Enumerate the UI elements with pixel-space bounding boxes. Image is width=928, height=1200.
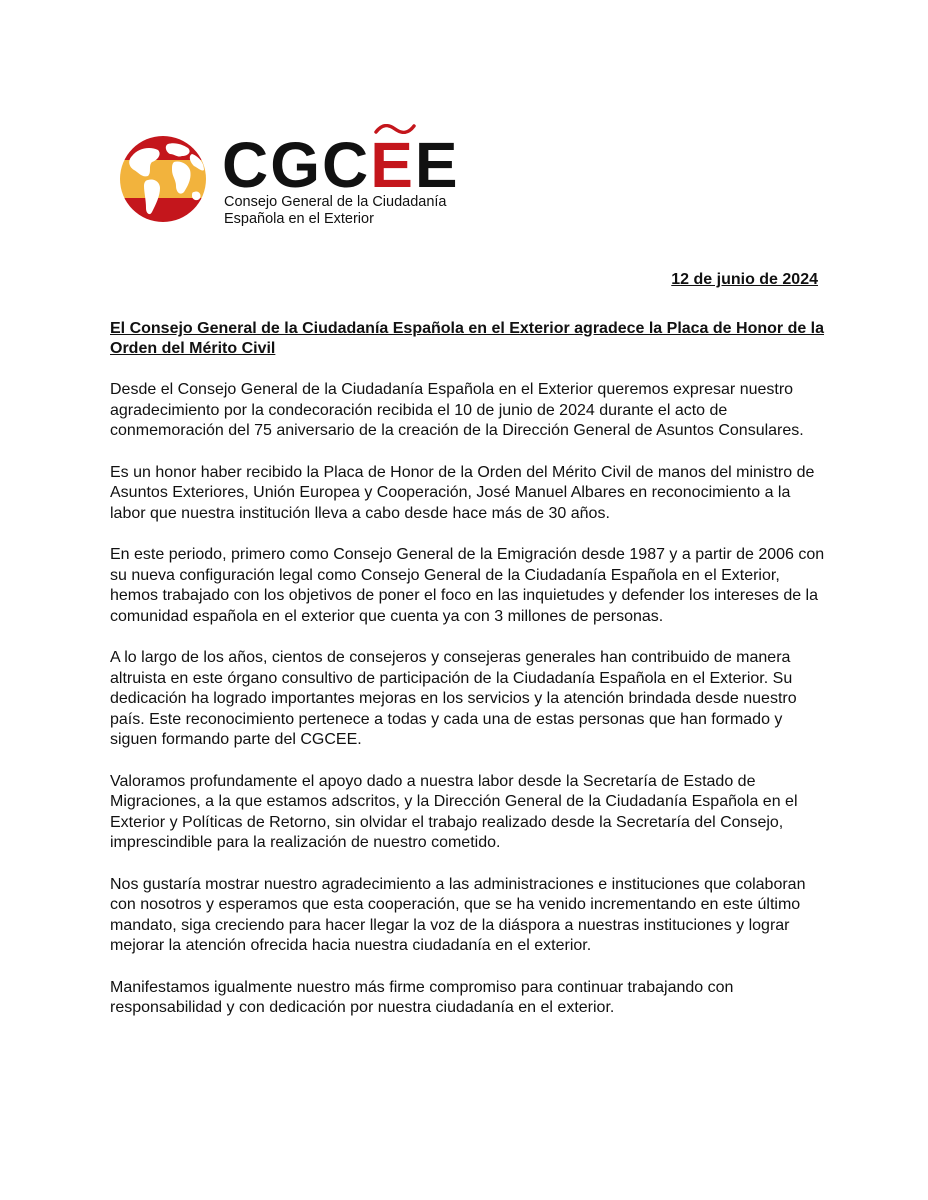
globe-icon [118,134,208,224]
paragraph-6: Nos gustaría mostrar nuestro agradecimiento a las administraciones e instituciones que colaboran con nosotros y esperamos que esta cooperación, que se ha venido incrementando en este último mandato, siga creciendo para hacer llegar la voz de la diáspora a nuestras instituciones y lograr mejorar la atención ofrecida hacia nuestra ciudadanía en el exterior. [110,875,806,954]
document-date: 12 de junio de 2024 [671,271,818,288]
wordmark-end: E [414,129,460,201]
tilde-mark [374,124,416,134]
document-body [110,319,825,1040]
paragraph-4: A lo largo de los años, cientos de consejeros y consejeras generales han contribuido de manera altruista en este órgano consultivo de participación de la Ciudadanía Española en el Exterior. Su dedicación ha logrado importantes mejoras en los servicios y la atención brindada desde nuestro país. Este reconocimiento pertenece a todas y cada una de estas personas que han formado y siguen formando parte del CGCEE. [110,649,797,748]
logo-subtitle-line2: Española en el Exterior [224,211,374,227]
logo-subtitle [224,194,446,228]
logo-subtitle-line1: Consejo General de la Ciudadanía [224,194,447,210]
wordmark-main: CGC [222,129,371,201]
paragraph-1: Desde el Consejo General de la Ciudadanía Española en el Exterior queremos expresar nuestro agradecimiento por la condecoración recibida el 10 de junio de 2024 durante el acto de conmemoración del 75 aniversario de la creación de la Dirección General de Asuntos Consulares. [110,381,804,439]
logo-wordmark [222,129,460,201]
paragraph-5: Valoramos profundamente el apoyo dado a nuestra labor desde la Secretaría de Estado de Migraciones, a la que estamos adscritos, y la Dirección General de la Ciudadanía Española en el Exterior y Políticas de Retorno, sin olvidar el trabajo realizado desde la Secretaría del Consejo, imprescindible para la realización de nuestro cometido. [110,772,798,851]
paragraph-7: Manifestamos igualmente nuestro más firme compromiso para continuar trabajando con responsabilidad y con dedicación por nuestra ciudadanía en el exterior. [110,978,734,1016]
paragraph-2: Es un honor haber recibido la Placa de Honor de la Orden del Mérito Civil de manos del ministro de Asuntos Exteriores, Unión Europea y Cooperación, José Manuel Albares en reconocimiento a la labor que nuestra institución lleva a cabo desde hace más de 30 años. [110,463,815,522]
paragraph-3: En este periodo, primero como Consejo General de la Emigración desde 1987 y a partir de 2006 con su nueva configuración legal como Consejo General de la Ciudadanía Española en el Exterior, hemos trabajado con los objetivos de poner el foco en las inquietudes y defender los intereses de la comunidad española en el exterior que cuenta ya con 3 millones de personas. [110,546,825,625]
wordmark-accent-text: E [370,129,415,201]
wordmark-accent-letter [370,129,415,201]
cgcee-logo [118,129,460,230]
document-headline: El Consejo General de la Ciudadanía Española en el Exterior agradece la Placa de Honor de la Orden del Mérito Civil [110,320,825,357]
